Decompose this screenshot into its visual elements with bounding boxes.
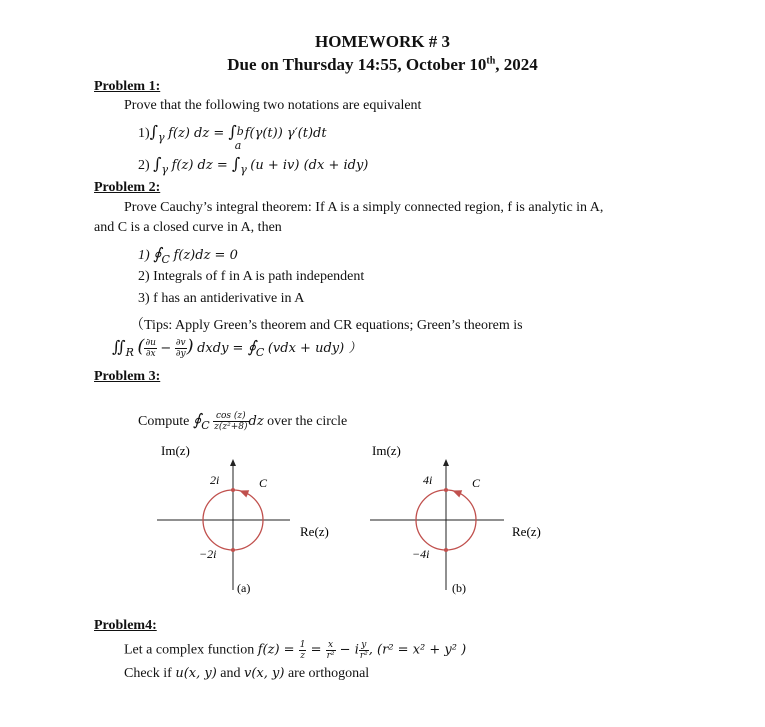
re-axis-label: Re(z)	[512, 524, 541, 539]
bottom-point	[444, 548, 448, 552]
frac1-den: z	[300, 651, 305, 661]
gamma-sub: γ	[161, 162, 169, 176]
dz: dz	[248, 414, 264, 429]
caption-a: (a)	[237, 581, 251, 595]
item-label: 1)	[138, 248, 150, 263]
green-theorem: $∬_R$ ( $\frac{\partial u}{\partial x}$ − $\frac{\partial v}{\partial y}$ ) dxdy = $∮_C$ (vdx + udy) ）	[112, 336, 362, 360]
let-text: Let a complex function	[124, 642, 258, 658]
cauchy-equation: f(z)dz = 0	[173, 248, 238, 263]
minus-i: − i	[335, 642, 359, 658]
frac-dv: ∂v	[175, 338, 186, 349]
caption-b: (b)	[452, 581, 466, 595]
integral-right: f(γ(t)) γ′(t)dt	[244, 126, 327, 141]
frac3-num: y	[359, 640, 369, 651]
over-circle-text: over the circle	[263, 414, 348, 429]
upper-limit: b	[236, 125, 244, 138]
problem1-heading: Problem 1:	[94, 79, 161, 94]
due-year: , 2024	[495, 55, 538, 74]
bottom-point	[231, 548, 235, 552]
problem2-line2: and C is a closed curve in A, then	[94, 220, 282, 235]
contour-sub: C	[201, 418, 210, 432]
top-label: 4i	[423, 473, 433, 487]
green-mid: dxdy =	[197, 341, 248, 356]
im-axis-label: Im(z)	[161, 443, 190, 458]
top-label: 2i	[210, 473, 220, 487]
item-label: 1)	[138, 126, 150, 141]
problem2-line1: Prove Cauchy’s integral theorem: If A is a simply connected region, f is analytic in A,	[124, 200, 604, 215]
curve-label: C	[472, 476, 481, 490]
contour-sub: C	[161, 252, 170, 266]
bottom-label: −4i	[412, 547, 430, 561]
curve-label: C	[259, 476, 268, 490]
problem1-statement: Prove that the following two notations are equivalent	[124, 98, 422, 113]
v-function: v(x, y)	[244, 666, 285, 681]
problem2-heading: Problem 2:	[94, 180, 161, 195]
due-text: Due on Thursday 14:55, October 10	[227, 55, 487, 74]
frac-dx: ∂x	[145, 349, 156, 360]
problem3-compute: Compute $∮_C$ $\frac{\cos (z)}{\text{z(z²+8)}}$ dz over the circle	[138, 410, 348, 433]
top-point	[444, 488, 448, 492]
frac-du: ∂u	[145, 338, 156, 349]
integral-left: f(z) dz =	[168, 126, 229, 141]
frac2-num: x	[326, 640, 336, 651]
frac-dy: ∂y	[175, 349, 186, 360]
u-function: u(x, y)	[175, 666, 217, 681]
check-text: Check if	[124, 666, 176, 681]
and-text: and	[216, 666, 245, 681]
orthogonal-text: are orthogonal	[284, 666, 370, 681]
problem4-heading: Problem4:	[94, 618, 157, 633]
gamma-sub: γ	[240, 162, 247, 176]
lower-limit: a	[234, 139, 242, 152]
r-definition: , (r² = x² + y² )	[368, 642, 467, 658]
problem4-line1: Let a complex function f(z) = $\frac{1}{z}$ = $\frac{x}{\text{r²}}$ − i $\frac{y}{\text{r²}}$ , (r² = x² + y² )	[124, 640, 467, 661]
problem2-item3: 3) f has an antiderivative in A	[138, 291, 305, 306]
figure-a	[155, 440, 355, 605]
gamma-sub: γ	[158, 130, 165, 144]
due-date	[0, 55, 765, 75]
problem2-item1: 1) $∮_C$ f(z)dz = 0	[138, 244, 238, 266]
function-def: f(z) =	[257, 642, 299, 658]
orientation-arrow	[243, 492, 248, 494]
problem3-heading: Problem 3:	[94, 369, 161, 384]
page-title: HOMEWORK # 3	[314, 32, 451, 51]
figure-b	[366, 440, 566, 605]
frac2-den: r²	[326, 651, 335, 661]
problem1-item1: $1)\int_\gamma$ f(z) dz = ∫ b a f(γ(t)) γ′(t)dt	[138, 122, 327, 152]
region-sub: R	[125, 345, 134, 359]
problem2-tips: （Tips: Apply Green’s theorem and CR equations; Green’s theorem is	[130, 318, 523, 333]
integral-right: (u + iv) (dx + idy)	[250, 158, 369, 173]
top-point	[231, 488, 235, 492]
bottom-label: −2i	[199, 547, 217, 561]
frac3-den: r²	[359, 651, 368, 661]
frac1-num: 1	[299, 640, 306, 650]
orientation-arrow	[456, 492, 461, 494]
problem2-item2: 2) Integrals of f in A is path independent	[138, 269, 365, 284]
contour-sub: C	[255, 345, 265, 359]
im-axis-label: Im(z)	[372, 443, 401, 458]
item-label: 2)	[138, 158, 150, 173]
due-sup: th	[486, 55, 496, 67]
problem4-line2	[124, 666, 369, 682]
integrand-numerator: cos (z)	[213, 411, 248, 422]
re-axis-label: Re(z)	[300, 524, 329, 539]
green-right: (vdx + udy) ）	[267, 341, 362, 356]
problem1-item2: 2) $\int_\gamma$ f(z) dz = $\int_\gamma$ (u + iv) (dx + idy)	[138, 154, 369, 176]
integrand-denominator: z(z²+8)	[214, 422, 248, 433]
compute-label: Compute	[138, 414, 190, 429]
integral-left: f(z) dz =	[171, 158, 232, 173]
